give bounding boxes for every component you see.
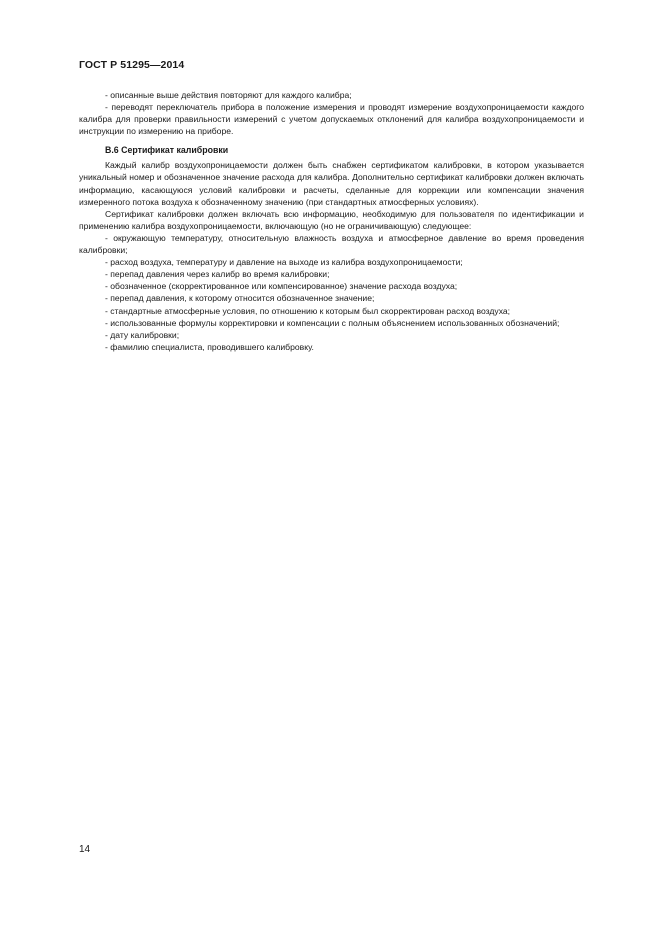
intro-list-item: - переводят переключатель прибора в положение измерения и проводят измерение воздухопроницаемости каждого калибра для проверки правильности измерений с учетом допускаемых отклонений для калибра воздухопроницаемости и инструкции по измерению на приборе.	[79, 102, 584, 137]
document-body	[79, 89, 584, 353]
section-list-item: - использованные формулы корректировки и компенсации с полным объяснением использованных обозначений;	[105, 317, 560, 328]
section-list-item: - расход воздуха, температуру и давление на выходе из калибра воздухопроницаемости;	[105, 257, 463, 268]
intro-list-item: - описанные выше действия повторяют для каждого калибра;	[105, 90, 352, 100]
page-number: 14	[79, 844, 91, 855]
section-paragraph: Каждый калибр воздухопроницаемости должен быть снабжен сертификатом калибровки, в котором указывается уникальный номер и обозначенное значение расхода для калибра. Дополнительно сертификат калибровки должен включать информацию, касающуюся условий калибровки и расчеты, сделанные для коррекции или компенсации значения измеренного потока воздуха к обозначенному значению (при стандартных атмосферных условиях).	[79, 160, 584, 207]
section-list-item: - перепад давления через калибр во время калибровки;	[105, 269, 330, 280]
section-list-item: - дату калибровки;	[105, 329, 180, 340]
section-list-item: - перепад давления, к которому относится обозначенное значение;	[105, 293, 375, 304]
section-list-item: - стандартные атмосферные условия, по отношению к которым был скорректирован расход воздуха;	[105, 305, 511, 316]
section-list-item: - обозначенное (скорректированное или компенсированное) значение расхода воздуха;	[105, 281, 458, 292]
document-header: ГОСТ Р 51295—2014	[79, 59, 185, 71]
section-list-item: - фамилию специалиста, проводившего калибровку.	[105, 341, 314, 352]
section-list-item: - окружающую температуру, относительную влажность воздуха и атмосферное давление во время проведения калибровки;	[79, 232, 584, 256]
section-paragraph: Сертификат калибровки должен включать всю информацию, необходимую для пользователя по идентификации и применению калибра воздухопроницаемости, включающую (но не ограничивающую) следующее:	[79, 208, 584, 231]
section-heading: В.6 Сертификат калибровки	[105, 145, 229, 156]
